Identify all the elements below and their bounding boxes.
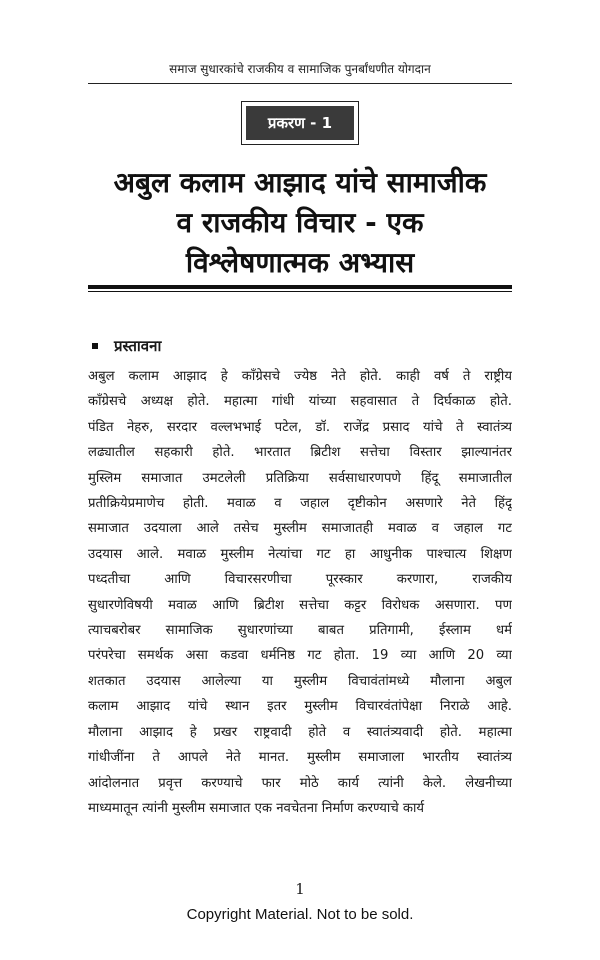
body-line: गांधीजींना ते आपले नेते मानत. मुस्लीम समाजाला भारतीय स्वातंत्र्य — [88, 750, 512, 766]
bullet-icon — [92, 343, 98, 349]
body-line: सुधारणेविषयी मवाळ आणि ब्रिटीश सत्तेचा कट्टर विरोधक असणारा. पण — [88, 597, 512, 613]
body-line: माध्यमातून त्यांनी मुस्लीम समाजात एक नवचेतना निर्माण करण्याचे कार्य — [88, 800, 425, 816]
body-line: समाजात उदयाला आले तसेच मुस्लीम समाजातही मवाळ व जहाल गट — [88, 521, 512, 537]
body-paragraph — [88, 364, 512, 821]
header-rule — [88, 83, 512, 84]
body-line: त्याचबरोबर सामाजिक सुधारणांच्या बाबत प्रतिगामी, ईस्लाम धर्म — [88, 623, 512, 639]
body-line: पंडित नेहरु, सरदार वल्लभभाई पटेल, डॉ. राजेंद्र प्रसाद यांचे ते स्वातंत्र्य — [88, 419, 512, 435]
chapter-title-line: विश्लेषणात्मक अभ्यास — [185, 246, 415, 279]
chapter-label: प्रकरण - 1 — [246, 106, 354, 140]
section-heading — [92, 336, 161, 356]
body-line: परंपरेचा समर्थक असा कडवा धर्मनिष्ठ गट होता. 19 व्या आणि 20 व्या — [88, 648, 512, 664]
body-line: पध्दतीचा आणि विचारसरणीचा पूरस्कार करणारा, राजकीय — [88, 572, 512, 588]
body-line: मौलाना आझाद हे प्रखर राष्ट्रवादी होते व स्वातंत्र्यवादी होते. महात्मा — [88, 724, 512, 740]
chapter-title — [60, 163, 540, 283]
page-number: 1 — [295, 880, 305, 898]
body-line: प्रतीक्रियेप्रमाणेच होती. मवाळ व जहाल दृष्टीकोन असणारे नेते हिंदू — [88, 496, 512, 512]
chapter-label-box — [241, 101, 359, 145]
title-rule — [88, 285, 512, 292]
copyright-notice: Copyright Material. Not to be sold. — [186, 906, 414, 923]
body-line: लढ्यातील सहकारी होते. भारतात ब्रिटीश सत्तेचा विस्तार झाल्यानंतर — [88, 445, 512, 461]
section-heading-text: प्रस्तावना — [114, 337, 162, 355]
body-line: मुस्लिम समाजात उमटलेली प्रतिक्रिया सर्वसाधारणपणे हिंदू समाजातील — [88, 470, 512, 486]
body-line: शतकात उदयास आलेल्या या मुस्लीम विचावंतांमध्ये मौलाना अबुल — [88, 673, 512, 689]
body-line: आंदोलनात प्रवृत्त करण्याचे फार मोठे कार्य त्यांनी केले. लेखनीच्या — [88, 775, 512, 791]
chapter-title-line: व राजकीय विचार - एक — [176, 206, 424, 239]
running-head: समाज सुधारकांचे राजकीय व सामाजिक पुनर्बांधणीत योगदान — [169, 62, 431, 76]
body-line: कलाम आझाद यांचे स्थान इतर मुस्लीम विचारवंतांपेक्षा निराळे आहे. — [88, 699, 512, 715]
chapter-title-line: अबुल कलाम आझाद यांचे सामाजीक — [113, 166, 487, 199]
body-line: उदयास आले. मवाळ मुस्लीम नेत्यांचा गट हा आधुनीक पाश्चात्य शिक्षण — [88, 546, 512, 562]
body-line: काँग्रेसचे अध्यक्ष होते. महात्मा गांधी यांच्या सहवासात ते दिर्घकाळ होते. — [88, 394, 512, 410]
body-line: अबुल कलाम आझाद हे काँग्रेसचे ज्येष्ठ नेते होते. काही वर्ष ते राष्ट्रीय — [88, 369, 512, 384]
